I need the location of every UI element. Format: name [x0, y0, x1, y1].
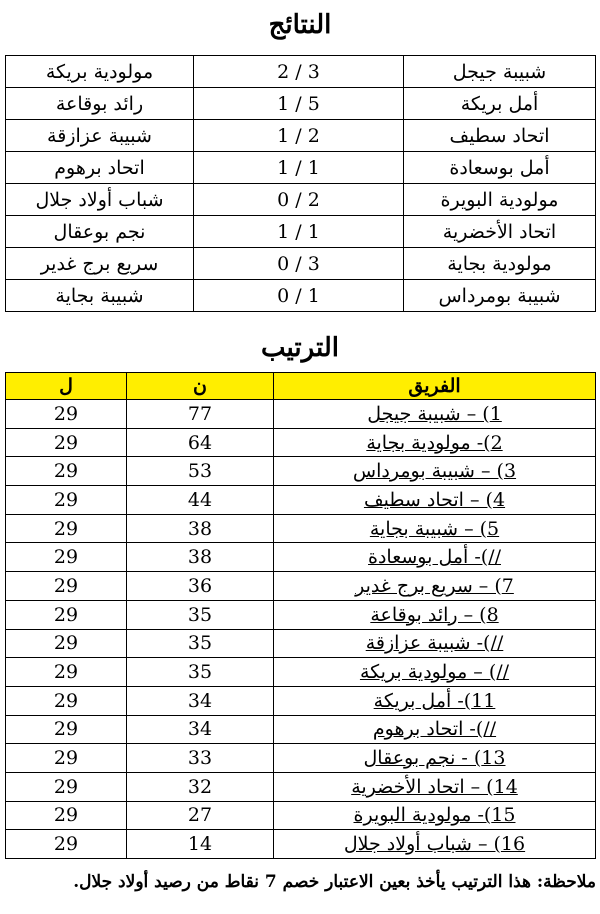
- team-points: 33: [127, 744, 274, 773]
- games-played: 29: [6, 801, 127, 830]
- match-score: 1 / 1: [194, 216, 404, 248]
- standings-row: [6, 428, 596, 457]
- standings-title: الترتيب: [261, 333, 339, 363]
- team-name: 15)- مولودية البويرة: [274, 801, 596, 830]
- standings-row: [6, 457, 596, 486]
- games-played: 29: [6, 629, 127, 658]
- team-name: //)- أمل بوسعادة: [274, 543, 596, 572]
- games-played: 29: [6, 514, 127, 543]
- standings-row: [6, 830, 596, 859]
- header-played: ل: [6, 373, 127, 400]
- team-name: 2)- مولودية بجاية: [274, 428, 596, 457]
- team-points: 44: [127, 486, 274, 515]
- standings-row: [6, 715, 596, 744]
- standings-table: [5, 372, 596, 859]
- header-points: ن: [127, 373, 274, 400]
- standings-row: [6, 400, 596, 429]
- games-played: 29: [6, 830, 127, 859]
- team-name: 4) – اتحاد سطيف: [274, 486, 596, 515]
- team-points: 53: [127, 457, 274, 486]
- away-team: شبيبة بجاية: [6, 280, 194, 312]
- standings-row: [6, 772, 596, 801]
- team-name: //)- اتحاد برهوم: [274, 715, 596, 744]
- team-points: 36: [127, 572, 274, 601]
- match-row: [6, 88, 596, 120]
- games-played: 29: [6, 772, 127, 801]
- team-name: 8) – رائد بوقاعة: [274, 600, 596, 629]
- match-row: [6, 56, 596, 88]
- team-points: 38: [127, 514, 274, 543]
- team-points: 34: [127, 686, 274, 715]
- away-team: شبيبة عزازقة: [6, 120, 194, 152]
- standings-header-row: [6, 373, 596, 400]
- team-name: 13) - نجم بوعقال: [274, 744, 596, 773]
- home-team: مولودية البويرة: [404, 184, 596, 216]
- games-played: 29: [6, 543, 127, 572]
- standings-row: [6, 686, 596, 715]
- match-row: [6, 216, 596, 248]
- footnote: ملاحظة: هذا الترتيب يأخذ بعين الاعتبار خصم 7 نقاط من رصيد أولاد جلال.: [73, 872, 596, 892]
- match-score: 3 / 0: [194, 248, 404, 280]
- standings-body: [6, 400, 596, 859]
- games-played: 29: [6, 715, 127, 744]
- standings-row: [6, 600, 596, 629]
- team-points: 35: [127, 600, 274, 629]
- games-played: 29: [6, 428, 127, 457]
- standings-row: [6, 543, 596, 572]
- match-row: [6, 120, 596, 152]
- away-team: شباب أولاد جلال: [6, 184, 194, 216]
- results-body: [6, 56, 596, 312]
- team-name: //) – مولودية بريكة: [274, 658, 596, 687]
- team-name: 14) – اتحاد الأخضرية: [274, 772, 596, 801]
- away-team: مولودية بريكة: [6, 56, 194, 88]
- standings-row: [6, 744, 596, 773]
- games-played: 29: [6, 457, 127, 486]
- match-score: 3 / 2: [194, 56, 404, 88]
- match-score: 1 / 0: [194, 280, 404, 312]
- standings-row: [6, 801, 596, 830]
- team-points: 35: [127, 629, 274, 658]
- team-name: 16) – شباب أولاد جلال: [274, 830, 596, 859]
- header-team: الفريق: [274, 373, 596, 400]
- results-table: [5, 55, 596, 312]
- standings-row: [6, 514, 596, 543]
- games-played: 29: [6, 572, 127, 601]
- games-played: 29: [6, 400, 127, 429]
- standings-row: [6, 629, 596, 658]
- team-points: 32: [127, 772, 274, 801]
- home-team: اتحاد الأخضرية: [404, 216, 596, 248]
- team-name: 7) – سريع برج غدير: [274, 572, 596, 601]
- team-name: 5) – شبيبة بجاية: [274, 514, 596, 543]
- match-row: [6, 280, 596, 312]
- match-row: [6, 152, 596, 184]
- team-points: 77: [127, 400, 274, 429]
- home-team: مولودية بجاية: [404, 248, 596, 280]
- team-points: 35: [127, 658, 274, 687]
- games-played: 29: [6, 686, 127, 715]
- team-name: 11)- أمل بريكة: [274, 686, 596, 715]
- away-team: نجم بوعقال: [6, 216, 194, 248]
- away-team: اتحاد برهوم: [6, 152, 194, 184]
- match-row: [6, 184, 596, 216]
- games-played: 29: [6, 600, 127, 629]
- standings-row: [6, 658, 596, 687]
- team-points: 14: [127, 830, 274, 859]
- match-score: 2 / 1: [194, 120, 404, 152]
- team-points: 34: [127, 715, 274, 744]
- team-name: 1) – شبيبة جيجل: [274, 400, 596, 429]
- results-title: النتائج: [268, 10, 332, 40]
- home-team: اتحاد سطيف: [404, 120, 596, 152]
- home-team: شبيبة جيجل: [404, 56, 596, 88]
- home-team: أمل بوسعادة: [404, 152, 596, 184]
- match-score: 2 / 0: [194, 184, 404, 216]
- away-team: سريع برج غدير: [6, 248, 194, 280]
- match-row: [6, 248, 596, 280]
- team-points: 27: [127, 801, 274, 830]
- team-name: //)- شبيبة عزازقة: [274, 629, 596, 658]
- team-points: 64: [127, 428, 274, 457]
- away-team: رائد بوقاعة: [6, 88, 194, 120]
- home-team: أمل بريكة: [404, 88, 596, 120]
- match-score: 5 / 1: [194, 88, 404, 120]
- games-played: 29: [6, 486, 127, 515]
- team-name: 3) – شبيبة بومرداس: [274, 457, 596, 486]
- standings-row: [6, 486, 596, 515]
- team-points: 38: [127, 543, 274, 572]
- standings-row: [6, 572, 596, 601]
- home-team: شبيبة بومرداس: [404, 280, 596, 312]
- games-played: 29: [6, 744, 127, 773]
- games-played: 29: [6, 658, 127, 687]
- match-score: 1 / 1: [194, 152, 404, 184]
